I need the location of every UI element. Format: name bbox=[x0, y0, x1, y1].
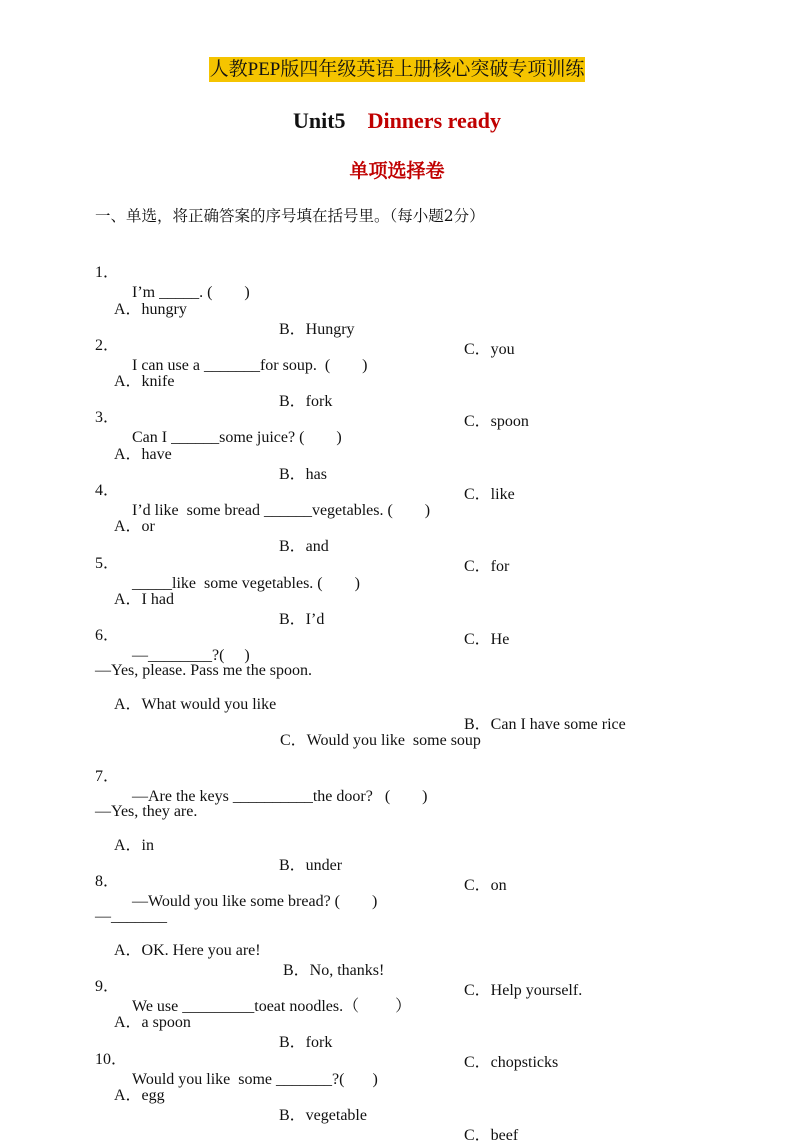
unit-name: Dinners ready bbox=[367, 108, 501, 133]
question-text: —________?( ) bbox=[132, 647, 250, 664]
option-b: B．vegetable bbox=[279, 1107, 367, 1124]
option-a: A．OK. Here you are! bbox=[114, 942, 261, 959]
option-b: B．Hungry bbox=[279, 321, 355, 338]
question-text: —Are the keys __________the door? ( ) bbox=[132, 788, 428, 805]
option-b: B．Can I have some rice bbox=[464, 716, 626, 733]
question-text: _____like some vegetables. ( ) bbox=[132, 575, 360, 592]
unit-title bbox=[0, 108, 794, 134]
option-c: C．you bbox=[464, 341, 515, 358]
banner-title: 人教PEP版四年级英语上册核心突破专项训练 bbox=[209, 59, 585, 80]
question-text: I can use a _______for soup. ( ) bbox=[132, 357, 368, 374]
question-text: Can I ______some juice? ( ) bbox=[132, 429, 342, 446]
dialogue-reply: —Yes, they are. bbox=[95, 803, 198, 820]
question-number: 9． bbox=[95, 978, 120, 995]
section-instruction: 一、单选，将正确答案的序号填在括号里。（每小题2分） bbox=[95, 207, 485, 225]
option-c: C．beef bbox=[464, 1127, 519, 1144]
option-b: B．and bbox=[279, 538, 329, 555]
option-a: A．egg bbox=[114, 1087, 165, 1104]
option-a: A．have bbox=[114, 446, 172, 463]
question-text: I’m _____. ( ) bbox=[132, 284, 250, 301]
question-number: 7． bbox=[95, 768, 120, 785]
unit-label: Unit5 bbox=[293, 108, 346, 133]
question-number: 8． bbox=[95, 873, 120, 890]
question-text: I’d like some bread ______vegetables. ( ) bbox=[132, 502, 431, 519]
question-number: 6． bbox=[95, 627, 120, 644]
option-b: B．has bbox=[279, 466, 328, 483]
question-text: —Would you like some bread? ( ) bbox=[132, 893, 378, 910]
dialogue-reply: —_______ bbox=[95, 908, 167, 925]
paper-subtitle: 单项选择卷 bbox=[349, 160, 445, 182]
option-b: B．I’d bbox=[279, 611, 325, 628]
option-a: A．hungry bbox=[114, 301, 187, 318]
question-text: We use _________toeat noodles.（ ） bbox=[132, 998, 412, 1015]
options-6-c bbox=[0, 711, 481, 751]
option-b: B．fork bbox=[279, 1034, 333, 1051]
option-c: C．He bbox=[464, 631, 510, 648]
question-number: 1． bbox=[95, 264, 120, 281]
option-a: A．I had bbox=[114, 591, 174, 608]
question-number: 3． bbox=[95, 409, 120, 426]
option-c: C．Would you like some soup bbox=[280, 732, 481, 749]
question-number: 10． bbox=[95, 1051, 128, 1068]
option-c: C．chopsticks bbox=[464, 1054, 559, 1071]
question-number: 2． bbox=[95, 337, 120, 354]
option-a: A．knife bbox=[114, 373, 175, 390]
option-b: B．under bbox=[279, 857, 343, 874]
option-c: C．for bbox=[464, 558, 510, 575]
option-a: A．a spoon bbox=[114, 1014, 191, 1031]
option-b: B．fork bbox=[279, 393, 333, 410]
question-number: 5． bbox=[95, 555, 120, 572]
option-c: C．spoon bbox=[464, 413, 529, 430]
option-a: A．in bbox=[114, 837, 155, 854]
option-c: C．on bbox=[464, 877, 507, 894]
option-b: B．No, thanks! bbox=[283, 962, 385, 979]
dialogue-reply: —Yes, please. Pass me the spoon. bbox=[95, 662, 313, 679]
option-a: A．What would you like bbox=[114, 696, 277, 713]
option-a: A．or bbox=[114, 518, 155, 535]
option-c: C．Help yourself. bbox=[464, 982, 583, 999]
option-c: C．like bbox=[464, 486, 515, 503]
question-number: 4． bbox=[95, 482, 120, 499]
question-text: Would you like some _______?( ) bbox=[132, 1071, 378, 1088]
